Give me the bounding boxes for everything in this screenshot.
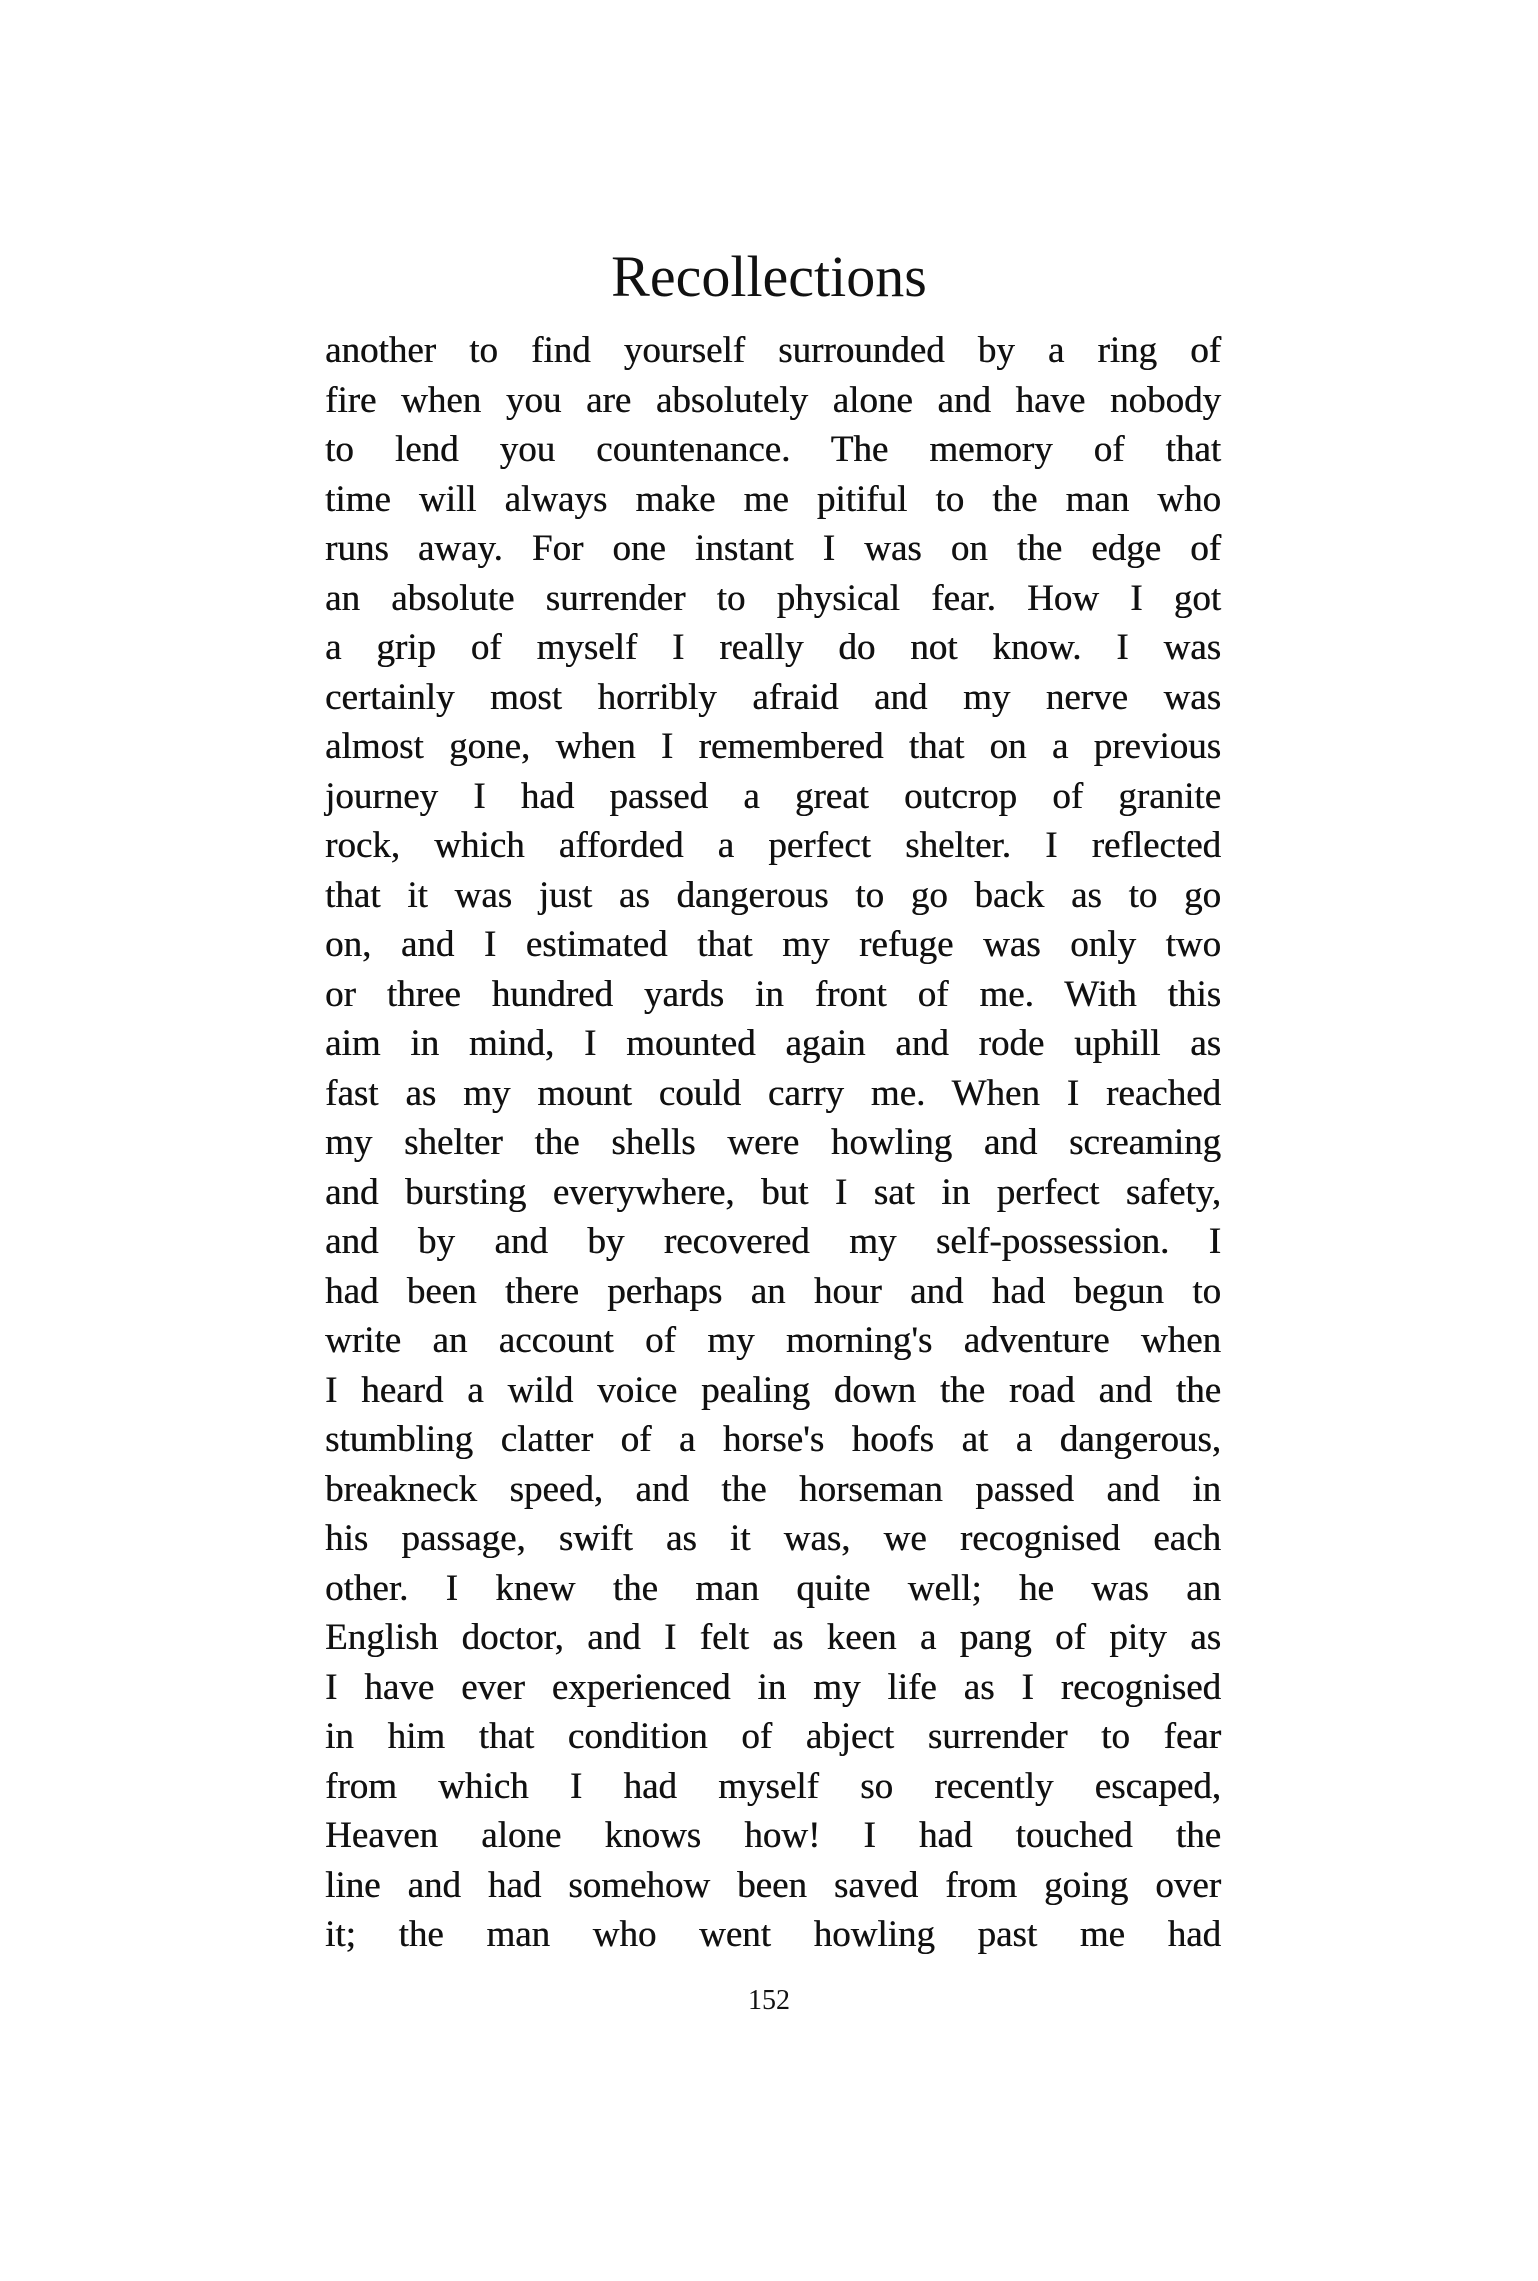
text-line: my shelter the shells were howling and screaming <box>325 1122 1221 1163</box>
text-line: certainly most horribly afraid and my nerve was <box>325 676 1221 718</box>
running-title: Recollections <box>611 244 927 309</box>
text-line: write an account of my morning's adventure when <box>325 1320 1221 1361</box>
text-line: journey I had passed a great outcrop of granite <box>325 775 1221 817</box>
text-line: and bursting everywhere, but I sat in perfect safety, <box>325 1171 1221 1213</box>
text-line: other. I knew the man quite well; he was an <box>325 1567 1221 1609</box>
text-line: aim in mind, I mounted again and rode uphill as <box>325 1023 1221 1064</box>
text-line: time will always make me pitiful to the man who <box>325 478 1221 520</box>
text-line: an absolute surrender to physical fear. How I got <box>325 577 1221 619</box>
body-text <box>325 326 1221 1960</box>
text-line: a grip of myself I really do not know. I was <box>325 627 1221 668</box>
text-line: another to find yourself surrounded by a ring of <box>325 330 1221 371</box>
text-line: in him that condition of abject surrender to fear <box>325 1716 1221 1757</box>
text-line: stumbling clatter of a horse's hoofs at a dangerous, <box>325 1419 1221 1460</box>
text-line: from which I had myself so recently escaped, <box>325 1765 1221 1807</box>
text-line: and by and by recovered my self-possession. I <box>325 1221 1221 1262</box>
text-line: it; the man who went howling past me had <box>325 1914 1221 1955</box>
page-number: 152 <box>748 1985 790 2016</box>
text-line: English doctor, and I felt as keen a pang of pity as <box>325 1617 1221 1658</box>
text-line: almost gone, when I remembered that on a previous <box>325 726 1221 767</box>
text-line: I heard a wild voice pealing down the road and the <box>325 1369 1221 1411</box>
text-line: his passage, swift as it was, we recognised each <box>325 1518 1221 1559</box>
text-line: on, and I estimated that my refuge was only two <box>325 924 1221 965</box>
text-line: that it was just as dangerous to go back as to go <box>325 874 1221 916</box>
text-line: fire when you are absolutely alone and have nobody <box>325 379 1221 421</box>
text-line: fast as my mount could carry me. When I reached <box>325 1072 1221 1114</box>
text-line: had been there perhaps an hour and had begun to <box>325 1270 1221 1312</box>
text-line: rock, which afforded a perfect shelter. I reflected <box>325 825 1221 866</box>
text-line: I have ever experienced in my life as I recognised <box>325 1666 1221 1708</box>
text-line: breakneck speed, and the horseman passed and in <box>325 1468 1221 1510</box>
text-line: line and had somehow been saved from going over <box>325 1864 1221 1906</box>
text-line: to lend you countenance. The memory of that <box>325 429 1221 470</box>
text-line: runs away. For one instant I was on the edge of <box>325 528 1221 569</box>
text-line: or three hundred yards in front of me. With this <box>325 973 1221 1015</box>
text-line: Heaven alone knows how! I had touched the <box>325 1815 1221 1856</box>
